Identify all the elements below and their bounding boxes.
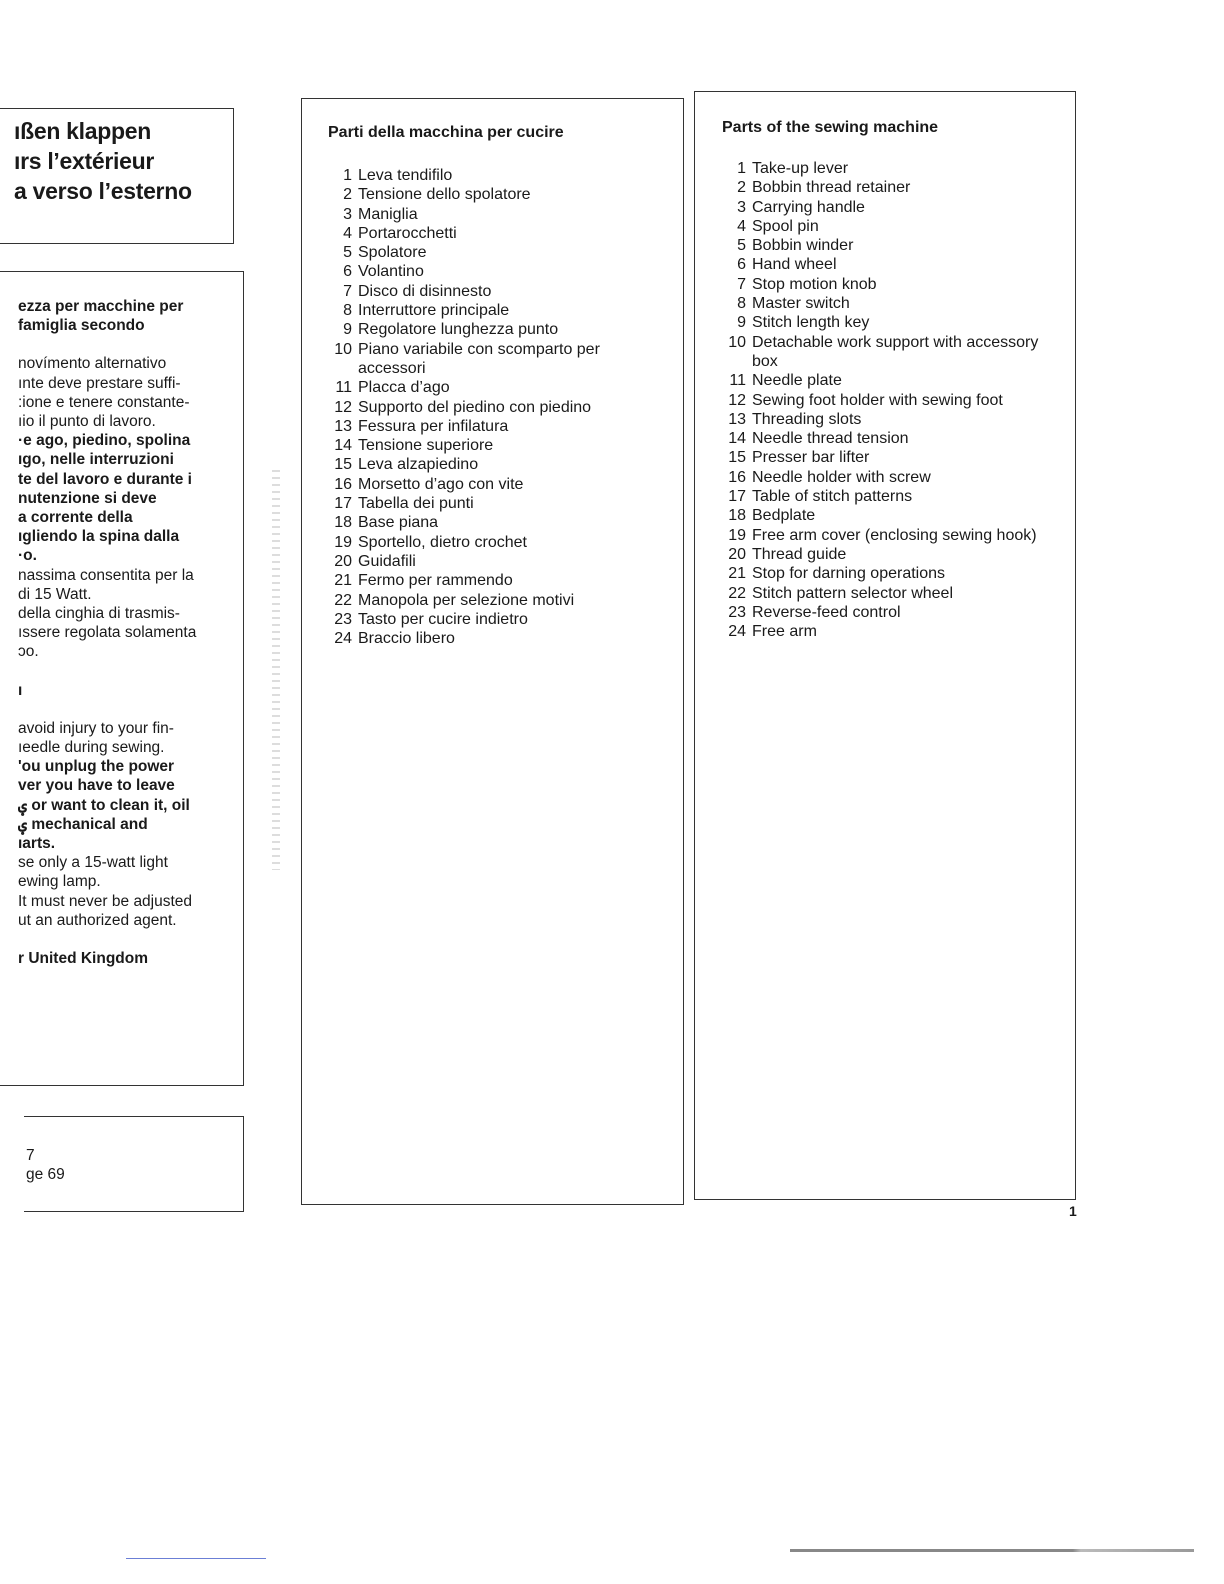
part-number: 12 — [334, 398, 352, 416]
italian-part-item — [330, 378, 660, 397]
part-label: Maniglia — [358, 205, 418, 223]
italian-part-item — [330, 320, 660, 339]
safety-notes-line: ɔo. — [18, 643, 39, 661]
part-number: 2 — [737, 179, 746, 197]
part-number: 5 — [737, 237, 746, 255]
part-label: Placca d’ago — [358, 379, 450, 397]
part-label: Braccio libero — [358, 630, 455, 648]
part-label: Needle holder with screw — [752, 468, 931, 486]
part-label: Presser bar lifter — [752, 449, 870, 467]
italian-part-item — [330, 494, 660, 513]
part-number: 8 — [737, 295, 746, 313]
english-part-item — [724, 545, 1064, 564]
safety-notes-line: ·e ago, piedino, spolina — [18, 432, 191, 450]
english-part-item — [724, 159, 1064, 178]
part-label: Spool pin — [752, 217, 819, 235]
italian-part-item — [330, 166, 660, 185]
part-label: Stop for darning operations — [752, 565, 946, 583]
safety-notes-line: :ione e tenere constante- — [18, 393, 190, 411]
part-label: Guidafili — [358, 552, 416, 570]
safety-notes-line: di 15 Watt. — [18, 585, 92, 603]
safety-notes-line: It must never be adjusted — [18, 892, 193, 910]
page-reference-line: 7 — [26, 1147, 35, 1164]
part-number: 3 — [343, 205, 352, 223]
safety-notes-line — [18, 700, 238, 719]
part-number: 16 — [334, 475, 352, 493]
part-number: 10 — [334, 340, 352, 358]
italian-part-item — [330, 475, 660, 494]
bottom-left-rule — [126, 1558, 266, 1559]
part-label: Table of stitch patterns — [752, 488, 913, 506]
part-label: Reverse-feed control — [752, 603, 901, 621]
italian-part-item — [330, 243, 660, 262]
safety-notes-line: 'ou unplug the power — [18, 758, 175, 776]
part-label: Bobbin winder — [752, 237, 854, 255]
part-number: 13 — [728, 410, 746, 428]
italian-part-item — [330, 591, 660, 610]
italian-part-item — [330, 224, 660, 243]
part-number: 21 — [728, 565, 746, 583]
part-label: Tensione dello spolatore — [358, 186, 531, 204]
part-label: Portarocchetti — [358, 224, 457, 242]
part-label: Stitch length key — [752, 314, 870, 332]
part-number: 9 — [737, 314, 746, 332]
part-label: Leva tendifilo — [358, 167, 453, 184]
part-label: Interruttore principale — [358, 302, 510, 320]
safety-notes-line: ınte deve prestare suffi- — [18, 374, 181, 392]
part-number: 4 — [343, 224, 352, 242]
italian-part-item — [330, 455, 660, 474]
english-part-item — [724, 294, 1064, 313]
part-number: 24 — [728, 623, 746, 641]
english-part-item — [724, 178, 1064, 197]
safety-notes-line: nutenzione si deve — [18, 489, 157, 507]
english-part-item — [724, 255, 1064, 274]
part-label: Free arm cover (enclosing sewing hook) — [752, 526, 1037, 544]
italian-part-item — [330, 282, 660, 301]
part-number: 22 — [728, 584, 746, 602]
part-number: 20 — [728, 545, 746, 563]
english-part-item — [724, 371, 1064, 390]
part-number: 24 — [334, 630, 352, 648]
safety-notes-line: avoid injury to your fin- — [18, 719, 174, 737]
part-label: Manopola per selezione motivi — [358, 591, 575, 609]
english-part-item — [724, 506, 1064, 525]
part-number: 20 — [334, 552, 352, 570]
part-label: Morsetto d’ago con vite — [358, 475, 524, 493]
fold-heading-line: ırs l’extérieur — [14, 148, 154, 174]
part-label: Bobbin thread retainer — [752, 179, 911, 197]
english-part-item — [724, 410, 1064, 429]
italian-parts-list — [330, 166, 660, 648]
part-number: 14 — [334, 437, 352, 455]
part-number: 12 — [728, 391, 746, 409]
safety-notes-line: ewing lamp. — [18, 873, 101, 891]
part-label: Stop motion knob — [752, 275, 877, 293]
part-label: Leva alzapiedino — [358, 456, 479, 474]
fold-heading-line: ıßen klappen — [14, 118, 151, 144]
italian-part-item — [330, 398, 660, 417]
part-label: Regolatore lunghezza punto — [358, 321, 559, 339]
part-number: 1 — [737, 160, 746, 177]
italian-part-item — [330, 436, 660, 455]
english-part-item — [724, 236, 1064, 255]
part-number: 6 — [343, 263, 352, 281]
safety-notes-line: ؠ mechanical and — [18, 815, 148, 833]
part-number: 3 — [737, 198, 746, 216]
italian-part-item — [330, 629, 660, 648]
part-number: 11 — [335, 379, 352, 397]
part-label: Tensione superiore — [358, 437, 494, 455]
part-label: Supporto del piedino con piedino — [358, 398, 592, 416]
english-part-item — [724, 468, 1064, 487]
part-number: 15 — [334, 456, 352, 474]
safety-notes-line: se only a 15-watt light — [18, 854, 168, 872]
safety-notes-line: ıarts. — [18, 835, 56, 853]
part-label: Carrying handle — [752, 198, 865, 216]
part-label: Bedplate — [752, 507, 816, 525]
part-number: 6 — [737, 256, 746, 274]
english-part-item — [724, 526, 1064, 545]
part-label: Sportello, dietro crochet — [358, 533, 527, 551]
part-number: 18 — [728, 507, 746, 525]
italian-part-item — [330, 185, 660, 204]
part-label: Needle plate — [752, 372, 842, 390]
english-part-item — [724, 622, 1064, 641]
english-part-item — [724, 487, 1064, 506]
part-label: Take-up lever — [752, 160, 849, 177]
part-number: 18 — [334, 514, 352, 532]
safety-notes-line: ıeedle during sewing. — [18, 739, 165, 757]
safety-notes-line: ؠ or want to clean it, oil — [18, 796, 190, 814]
safety-notes-line: nassima consentita per la — [18, 566, 194, 584]
safety-notes-line: novímento alternativo — [18, 355, 167, 373]
part-number: 15 — [728, 449, 746, 467]
page-reference-line: ge 69 — [26, 1166, 65, 1183]
part-number: 17 — [334, 495, 352, 513]
part-number: 7 — [343, 282, 352, 300]
part-number: 9 — [343, 321, 352, 339]
part-number: 8 — [343, 302, 352, 320]
italian-part-item — [330, 205, 660, 224]
fold-heading-line: a verso l’esterno — [14, 178, 192, 204]
part-number: 11 — [729, 372, 746, 390]
part-number: 1 — [343, 167, 352, 184]
part-number: 17 — [728, 488, 746, 506]
safety-notes-line — [18, 662, 238, 681]
page-number: 1 — [1069, 1203, 1077, 1219]
part-number: 13 — [334, 417, 352, 435]
part-label: Needle thread tension — [752, 430, 909, 448]
part-label: Tabella dei punti — [358, 495, 474, 513]
english-part-item — [724, 198, 1064, 217]
safety-notes-line: te del lavoro e durante i — [18, 470, 192, 488]
part-label: Base piana — [358, 514, 439, 532]
part-number: 4 — [737, 217, 746, 235]
part-number: 5 — [343, 244, 352, 262]
italian-part-item — [330, 340, 660, 379]
english-part-item — [724, 391, 1064, 410]
part-label: Fessura per infilatura — [358, 417, 509, 435]
english-part-item — [724, 333, 1064, 372]
english-part-item — [724, 584, 1064, 603]
part-number: 21 — [334, 572, 352, 590]
english-part-item — [724, 429, 1064, 448]
english-part-item — [724, 448, 1064, 467]
english-section-title: Parts of the sewing machine — [722, 119, 939, 136]
part-label: Hand wheel — [752, 256, 837, 274]
english-part-item — [724, 603, 1064, 622]
part-label: Volantino — [358, 263, 424, 281]
italian-part-item — [330, 533, 660, 552]
part-label: Tasto per cucire indietro — [358, 610, 528, 628]
safety-notes-line: ·o. — [18, 547, 37, 565]
part-label: Sewing foot holder with sewing foot — [752, 391, 1003, 409]
part-label: Disco di disinnesto — [358, 282, 492, 300]
part-label: Fermo per rammendo — [358, 572, 513, 590]
safety-notes-text — [18, 297, 238, 968]
part-label: Thread guide — [752, 545, 847, 563]
english-part-item — [724, 275, 1064, 294]
safety-notes-line: ver you have to leave — [18, 777, 175, 795]
italian-part-item — [330, 417, 660, 436]
part-label: Master switch — [752, 295, 850, 313]
safety-notes-line: a corrente della — [18, 509, 133, 527]
safety-notes-line: della cinghia di trasmis- — [18, 605, 180, 623]
part-number: 19 — [728, 526, 746, 544]
safety-notes-line: ıio il punto di lavoro. — [18, 413, 156, 431]
part-label: Threading slots — [752, 410, 862, 428]
italian-part-item — [330, 262, 660, 281]
italian-part-item — [330, 513, 660, 532]
part-label: Free arm — [752, 623, 817, 641]
part-number: 19 — [334, 533, 352, 551]
safety-notes-line: ezza per macchine per — [18, 298, 184, 315]
english-parts-list — [724, 159, 1064, 641]
safety-notes-line: r United Kingdom — [18, 950, 149, 968]
safety-notes-line: ı — [18, 681, 23, 699]
safety-notes-line: ıgo, nelle interruzioni — [18, 451, 174, 469]
part-label: Piano variabile con scomparto per accessori — [358, 340, 600, 377]
safety-notes-line — [18, 930, 238, 949]
italian-part-item — [330, 610, 660, 629]
safety-notes-line: ıssere regolata solamenta — [18, 624, 197, 642]
italian-part-item — [330, 552, 660, 571]
italian-part-item — [330, 301, 660, 320]
safety-notes-line: famiglia secondo — [18, 317, 145, 335]
part-number: 2 — [343, 186, 352, 204]
part-number: 23 — [728, 603, 746, 621]
page-reference — [26, 1146, 65, 1184]
bottom-right-rule — [790, 1549, 1194, 1552]
scan-speckle — [272, 470, 280, 870]
english-part-item — [724, 564, 1064, 583]
italian-section-title: Parti della macchina per cucire — [328, 124, 564, 141]
part-number: 22 — [334, 591, 352, 609]
safety-notes-line: ut an authorized agent. — [18, 911, 177, 929]
safety-notes-line: ıgliendo la spina dalla — [18, 528, 180, 546]
english-part-item — [724, 313, 1064, 332]
fold-heading — [14, 116, 192, 206]
part-number: 23 — [334, 610, 352, 628]
english-part-item — [724, 217, 1064, 236]
part-number: 10 — [728, 333, 746, 351]
part-label: Stitch pattern selector wheel — [752, 584, 953, 602]
part-label: Spolatore — [358, 244, 427, 262]
part-number: 16 — [728, 468, 746, 486]
italian-part-item — [330, 571, 660, 590]
part-label: Detachable work support with accessory box — [752, 333, 1039, 370]
part-number: 7 — [737, 275, 746, 293]
safety-notes-line — [18, 335, 238, 354]
part-number: 14 — [728, 430, 746, 448]
